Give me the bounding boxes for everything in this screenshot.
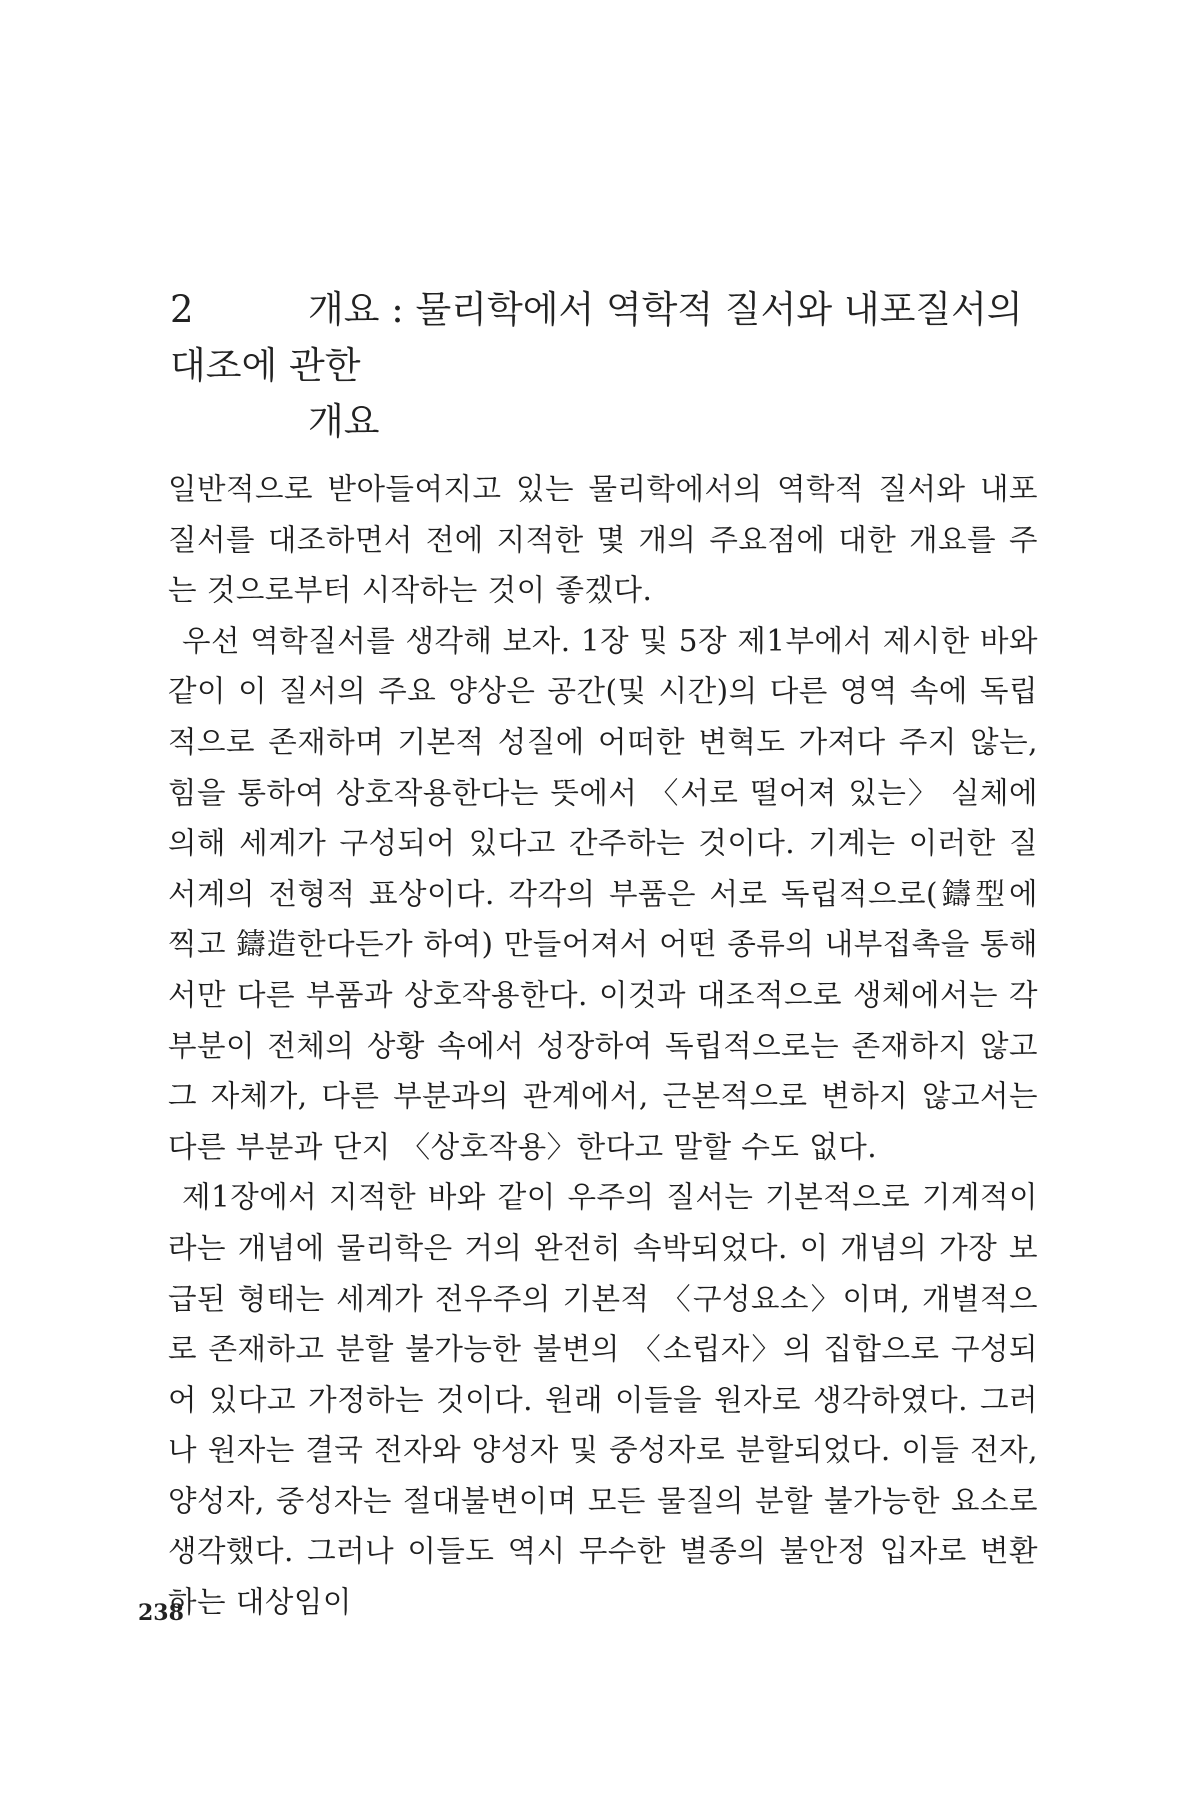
- paragraph-3: 제1장에서 지적한 바와 같이 우주의 질서는 기본적으로 기계적이라는 개념에 물리학은 거의 완전히 속박되었다. 이 개념의 가장 보급된 형태는 세계가 전우주의 기본적 〈구성요소〉이며, 개별적으로 존재하고 분할 불가능한 불변의 〈소립자〉의 집합으로 구성되어 있다고 가정하는 것이다. 원래 이들을 원자로 생각하였다. 그러나 원자는 결국 전자와 양성자 및 중성자로 분할되었다. 이들 전자, 양성자, 중성자는 절대불변이며 모든 물질의 분할 불가능한 요소로 생각했다. 그러나 이들도 역시 무수한 별종의 불안정 입자로 변환하는 대상임이: [168, 1180, 1038, 1620]
- section-number: 2: [170, 288, 194, 331]
- section-heading: [170, 282, 1070, 450]
- section-title-line1: 개요 : 물리학에서 역학적 질서와 내포질서의 대조에 관한: [170, 288, 1023, 387]
- section-title-line2: 개요: [308, 400, 380, 443]
- paragraph-1: 일반적으로 받아들여지고 있는 물리학에서의 역학적 질서와 내포질서를 대조하면서 전에 지적한 몇 개의 주요점에 대한 개요를 주는 것으로부터 시작하는 것이 좋겠다.: [168, 472, 1038, 608]
- paragraph-2: 우선 역학질서를 생각해 보자. 1장 및 5장 제1부에서 제시한 바와 같이 이 질서의 주요 양상은 공간(및 시간)의 다른 영역 속에 독립적으로 존재하며 기본적 성질에 어떠한 변혁도 가져다 주지 않는, 힘을 통하여 상호작용한다는 뜻에서 〈서로 떨어져 있는〉 실체에 의해 세계가 구성되어 있다고 간주하는 것이다. 기계는 이러한 질서계의 전형적 표상이다. 각각의 부품은 서로 독립적으로(鑄型에 찍고 鑄造한다든가 하여) 만들어져서 어떤 종류의 내부접촉을 통해서만 다른 부품과 상호작용한다. 이것과 대조적으로 생체에서는 각 부분이 전체의 상황 속에서 성장하여 독립적으로는 존재하지 않고 그 자체가, 다른 부분과의 관계에서, 근본적으로 변하지 않고서는 다른 부분과 단지 〈상호작용〉한다고 말할 수도 없다.: [168, 623, 1038, 1164]
- page-number: 238: [138, 1600, 184, 1626]
- body-text: [168, 464, 1038, 1628]
